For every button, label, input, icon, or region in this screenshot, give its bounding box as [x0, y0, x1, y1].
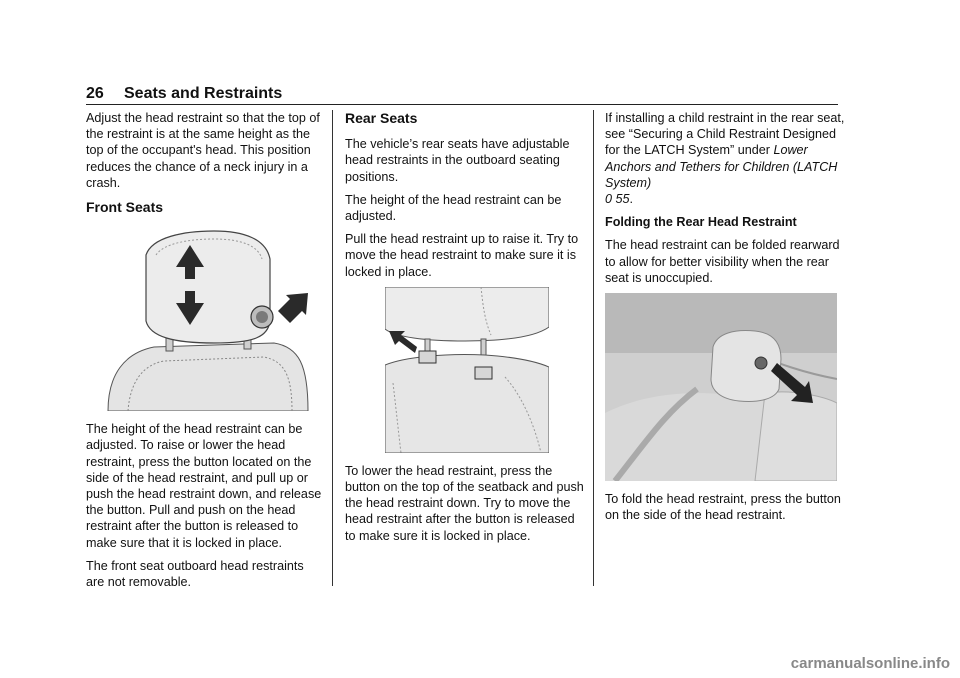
- header-rule: [86, 104, 838, 105]
- column-3: [605, 110, 845, 530]
- rear-seats-heading: Rear Seats: [345, 110, 418, 126]
- folding-heading: Folding the Rear Head Restraint: [605, 215, 797, 230]
- rear-head-restraint-posts-illustration: [385, 287, 549, 453]
- rear-adjustable-paragraph: The vehicle’s rear seats have adjustable head restraints in the outboard seating positions.: [345, 137, 570, 184]
- latch-reference-link[interactable]: Lower Anchors and Tethers for Children (LATCH System): [605, 143, 838, 190]
- child-restraint-end: .: [629, 192, 634, 207]
- page-header: [86, 83, 838, 105]
- rear-lower-paragraph: To lower the head restraint, press the button on the top of the seatback and push the head restraint down. Try to move the head restraint after the button is released to make sure it is locked in place.: [345, 463, 584, 543]
- rear-height-paragraph: The height of the head restraint can be adjusted.: [345, 192, 562, 224]
- fold-howto-paragraph: To fold the head restraint, press the button on the side of the head restraint.: [605, 492, 841, 523]
- rear-fold-restraint-figure: [605, 293, 837, 481]
- latch-page-reference[interactable]: 0 55: [605, 192, 630, 207]
- column-1: [86, 110, 324, 597]
- front-height-paragraph: The height of the head restraint can be adjusted. To raise or lower the head restraint, press the button located on the side of the head restraint, and pull up or push the head restraint down, and release the button. Pull and push on the head restraint after the button is released to make sure that it is locked in place.: [86, 422, 322, 550]
- rear-fold-restraint-photo: [605, 293, 837, 481]
- section-title: Seats and Restraints: [124, 85, 283, 102]
- front-head-restraint-figure: [94, 225, 312, 411]
- column-divider-2: [593, 110, 594, 586]
- front-removable-paragraph: The front seat outboard head restraints are not removable.: [86, 558, 304, 590]
- rear-head-restraint-posts-figure: [385, 287, 549, 453]
- intro-paragraph: Adjust the head restraint so that the top of the restraint is at the same height as the top of the occupant's head. This position reduces the chance of a neck injury in a crash.: [86, 111, 320, 190]
- child-restraint-paragraph: [605, 110, 845, 207]
- fold-info-paragraph: The head restraint can be folded rearward to allow for better visibility when the rear seat is unoccupied.: [605, 238, 840, 285]
- front-seats-heading: Front Seats: [86, 199, 164, 216]
- front-head-restraint-illustration: [94, 225, 312, 411]
- column-divider-1: [332, 110, 333, 586]
- column-2: [345, 110, 585, 551]
- page-number: 26: [86, 85, 104, 102]
- child-restraint-text: If installing a child restraint in the rear seat, see “Securing a Child Restraint Designed for the LATCH System” under: [605, 111, 845, 158]
- rear-raise-paragraph: Pull the head restraint up to raise it. Try to move the head restraint to make sure it is locked in place.: [345, 232, 579, 279]
- watermark-text: carmanualsonline.info: [790, 655, 950, 672]
